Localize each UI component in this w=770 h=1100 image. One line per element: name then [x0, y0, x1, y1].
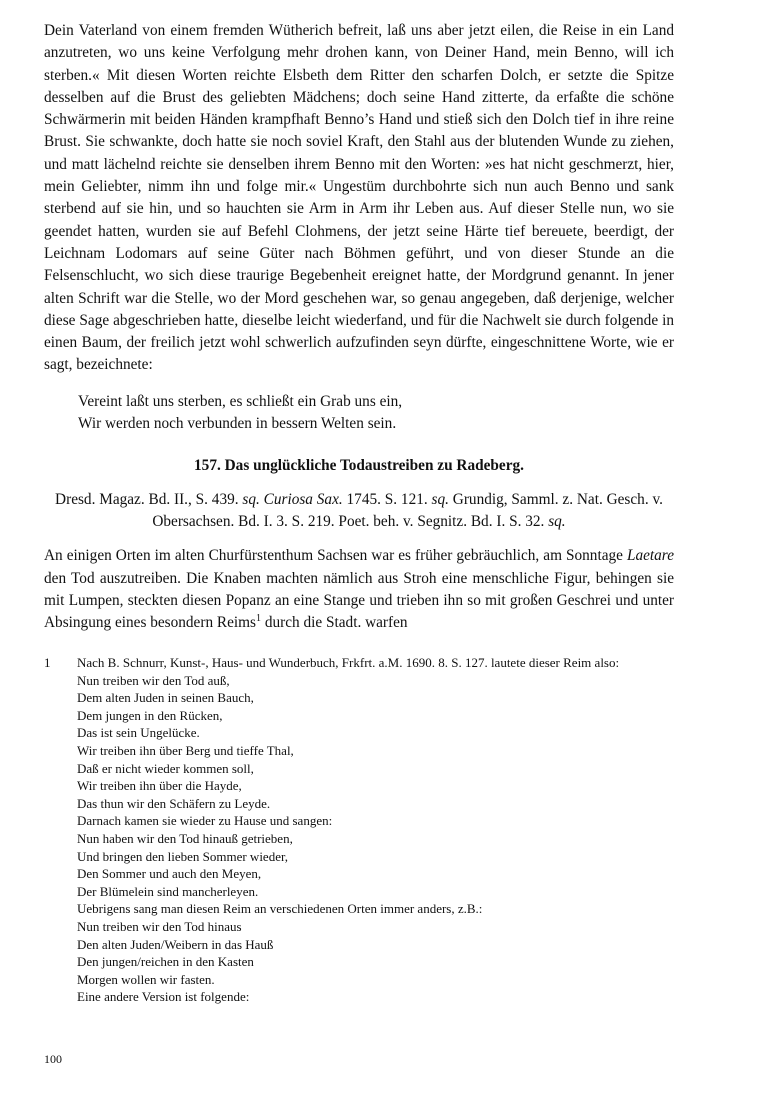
- source-italic: sq.: [548, 513, 566, 531]
- footnote-verse-line: Uebrigens sang man diesen Reim an verschiedenen Orten immer anders, z.B.:: [77, 901, 483, 917]
- paragraph-text: An einigen Orten im alten Churfürstenthum Sachsen war es früher gebräuchlich, am Sonntage: [44, 547, 627, 565]
- source-references: [44, 489, 674, 533]
- footnote-verse-line: Nun treiben wir den Tod hinaus: [77, 918, 242, 934]
- footnote-verse-line: Eine andere Version ist folgende:: [77, 989, 250, 1005]
- footnote-verse-line: Den jungen/reichen in den Kasten: [77, 954, 254, 970]
- paragraph-text: den Tod auszutreiben. Die Knaben machten nämlich aus Stroh eine menschliche Figur, behingen sie mit Lumpen, steckten diesen Popanz an eine Stange und trieben ihn so mit großen Geschrei und unter Absingung eines besondern Reims: [44, 569, 674, 632]
- footnote-verse-line: Den alten Juden/Weibern in das Hauß: [77, 936, 274, 952]
- footnote-verse-line: Dem alten Juden in seinen Bauch,: [77, 690, 254, 706]
- footnote-verse-line: Und bringen den lieben Sommer wieder,: [77, 848, 289, 864]
- footnote-verse-line: Nun treiben wir den Tod auß,: [77, 672, 230, 688]
- section-heading: 157. Das unglückliche Todaustreiben zu Radeberg.: [194, 457, 524, 475]
- verse-block: [78, 391, 674, 436]
- footnote-reference[interactable]: 1: [256, 613, 262, 625]
- paragraph-text: durch die Stadt. warfen: [261, 614, 408, 632]
- verse-line-1: Vereint laßt uns sterben, es schließt ein Grab uns ein,: [78, 392, 403, 410]
- footnote-verse-line: Wir treiben ihn über die Hayde,: [77, 778, 242, 794]
- source-italic: sq.: [431, 491, 449, 509]
- footnote-verse-line: Der Blümelein sind mancherleyen.: [77, 883, 259, 899]
- footnote-verse-line: Dem jungen in den Rücken,: [77, 707, 223, 723]
- source-text: Grundig, Samml. z. Nat. Gesch. v. Obersachsen. Bd. I. 3. S. 219. Poet. beh. v. Segnitz. Bd. I. S. 32.: [152, 491, 663, 531]
- source-text: Dresd. Magaz. Bd. II., S. 439.: [55, 491, 243, 509]
- footnote-body: [77, 654, 674, 1006]
- footnote-number: 1: [44, 655, 51, 670]
- page-body: [44, 20, 674, 635]
- source-text: 1745. S. 121.: [342, 491, 432, 509]
- page-number: 100: [44, 1052, 62, 1066]
- paragraph-main: [44, 545, 674, 634]
- source-italic: sq. Curiosa Sax.: [242, 491, 343, 509]
- paragraph-continuation: Dein Vaterland von einem fremden Wütherich befreit, laß uns aber jetzt eilen, die Reise in ein Land anzutreten, wo uns keine Verfolgung mehr drohen kann, von Deiner Hand, mein Benno, will ich sterben.« Mit diesen Worten reichte Elsbeth dem Ritter den scharfen Dolch, er setzte die Spitze desselben auf die Brust des geliebten Mädchens; doch seine Hand zitterte, da erfaßte die schöne Schwärmerin mit beiden Händen krampfhaft Benno’s Hand und stieß sich den Dolch tief in ihre reine Brust. Sie schwankte, doch hatte sie noch soviel Kraft, den Stahl aus der blutenden Wunde zu ziehen, und matt lächelnd reichte sie denselben ihrem Benno mit den Worten: »es hat nicht geschmerzt, hier, mein Geliebter, nimm ihn und folge mir.« Ungestüm durchbohrte sich nun auch Benno und sank sterbend auf sie hin, und so hauchten sie Arm in Arm ihr Leben aus. Auf dieser Stelle nun, wo sie geendet hatten, wurden sie auf Befehl Clohmens, der jetzt seine Härte tief bereuete, beerdigt, der Leichnam Lodomars auf seine Güter nach Böhmen geführt, und von dieser Stunde an die Felsenschlucht, wo sich diese traurige Begebenheit ereignet hatte, der Mordgrund genannt. In jener alten Schrift war die Stelle, wo der Mord geschehen war, so genau angegeben, daß derjenige, welcher diese Sage abgeschrieben hatte, dieselbe leicht wiederfand, und für die Nachwelt sie durch folgende in einen Baum, der freilich jetzt wohl schwerlich aufzufinden seyn dürfte, eingeschnittene Worte, wie er sagt, bezeichnete:: [44, 22, 674, 374]
- footnote-verse-line: Wir treiben ihn über Berg und tieffe Thal,: [77, 742, 294, 758]
- footnote-verse-line: Nun haben wir den Tod hinauß getrieben,: [77, 830, 293, 846]
- italic-term: Laetare: [626, 547, 674, 565]
- footnote-lines: [77, 672, 674, 1006]
- footnote-verse-line: Darnach kamen sie wieder zu Hause und sangen:: [77, 813, 333, 829]
- footnote-verse-line: Morgen wollen wir fasten.: [77, 971, 215, 987]
- footnote: [44, 654, 674, 1006]
- verse-line-2: Wir werden noch verbunden in bessern Welten sein.: [78, 415, 397, 433]
- footnote-verse-line: Das thun wir den Schäfern zu Leyde.: [77, 795, 271, 811]
- footnote-intro: Nach B. Schnurr, Kunst-, Haus- und Wunderbuch, Frkfrt. a.M. 1690. 8. S. 127. lautete dieser Reim also:: [77, 655, 620, 670]
- footnote-verse-line: Das ist sein Ungelücke.: [77, 725, 200, 741]
- footnote-verse-line: Daß er nicht wieder kommen soll,: [77, 760, 254, 776]
- footnote-verse-line: Den Sommer und auch den Meyen,: [77, 866, 262, 882]
